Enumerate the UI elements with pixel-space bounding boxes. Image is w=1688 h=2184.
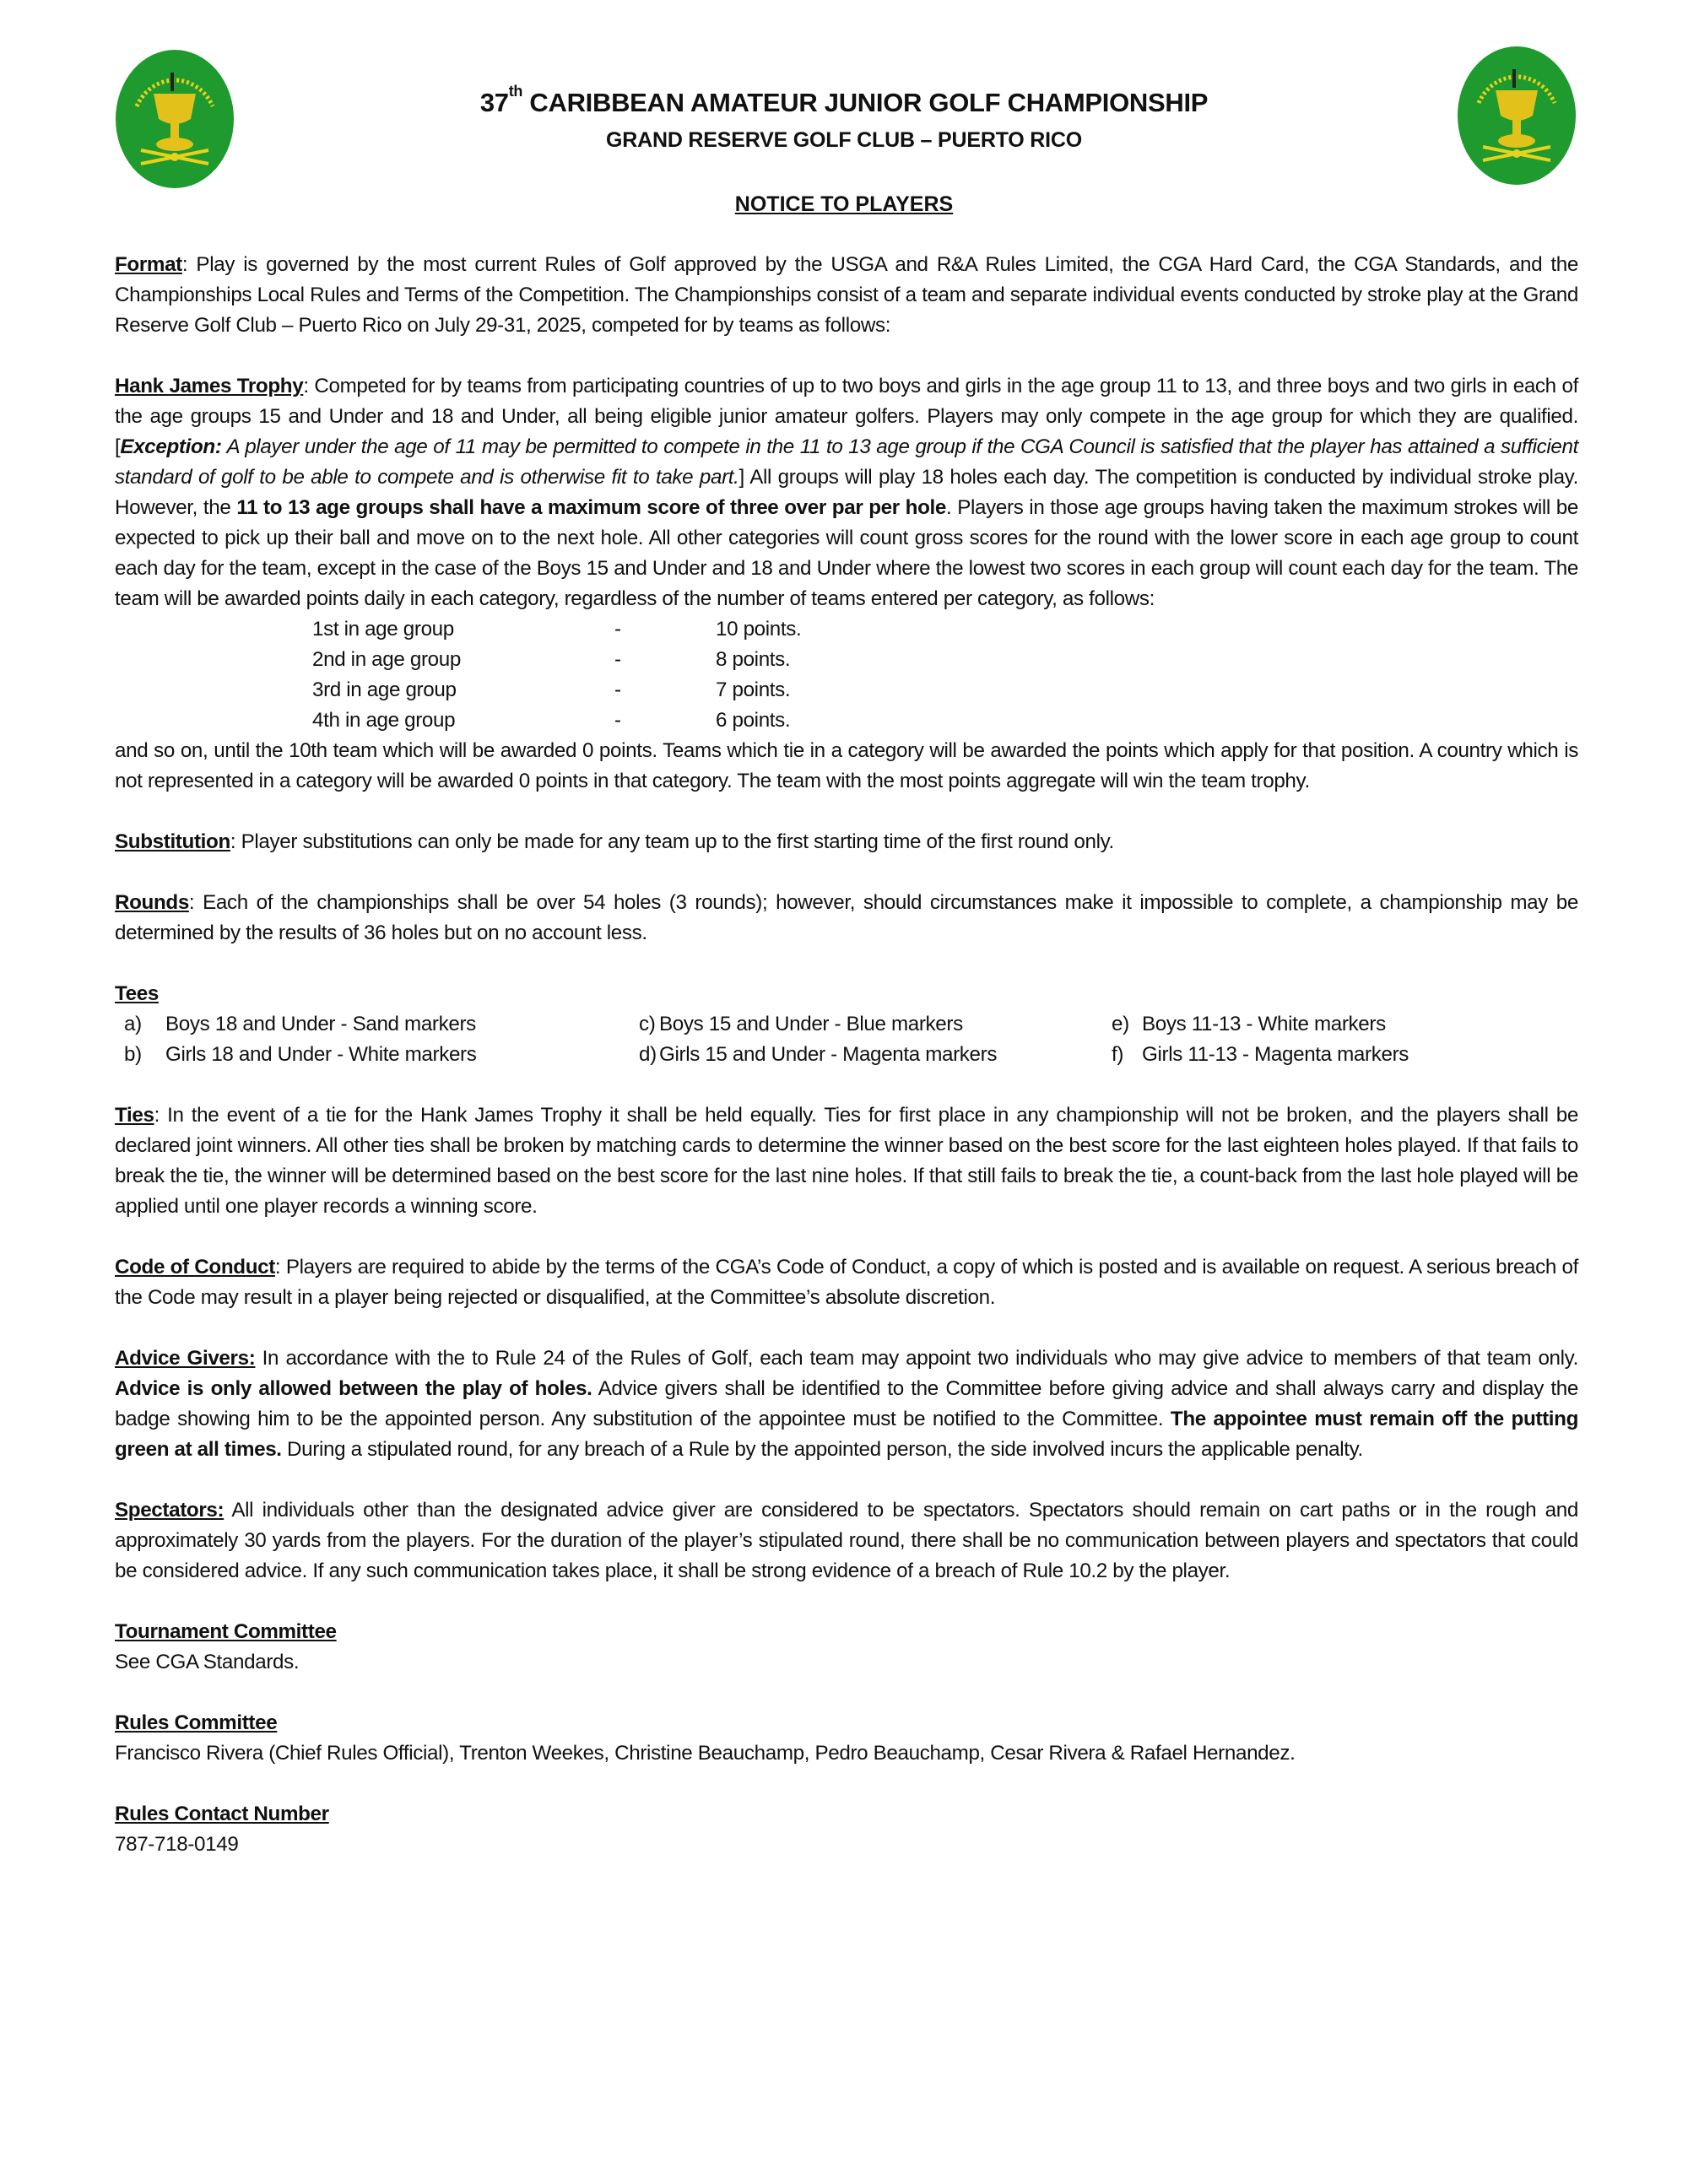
- section-text: : Players are required to abide by the terms of the CGA’s Code of Conduct, a copy of which is posted and is available on request. A serious breach of the Code may result in a player being rejected or disqualified, at the Committee’s absolute discretion.: [115, 1256, 1578, 1309]
- points-place: 2nd in age group: [312, 648, 461, 671]
- tee-item: [124, 1009, 639, 1040]
- tee-text: Boys 15 and Under - Blue markers: [659, 1013, 963, 1035]
- tees-row: [115, 1040, 1578, 1070]
- cga-logo-left: [111, 47, 238, 191]
- contact-phone-number: 787-718-0149: [115, 1833, 239, 1856]
- section-text: : Play is governed by the most current Rules of Golf approved by the USGA and R&A Rules Limited, the CGA Hard Card, the CGA Standards, and the Championships Local Rules and Terms of the Competition. The Championships consist of a team and separate individual events conducted by stroke play at the Grand Reserve Golf Club – Puerto Rico on July 29-31, 2025, competed for by teams as follows:: [115, 253, 1578, 337]
- tee-key: b): [124, 1043, 142, 1066]
- points-row: [115, 614, 1578, 645]
- section-advice-givers: [115, 1343, 1578, 1465]
- tee-item: [639, 1009, 1112, 1040]
- points-continuation: and so on, until the 10th team which will be awarded 0 points. Teams which tie in a category will be awarded the points which apply for that position. A country which is not represented in a category will be awarded 0 points in that category. The team with the most points aggregate will win the team trophy.: [115, 739, 1578, 792]
- tee-item: [1112, 1009, 1534, 1040]
- points-value: 8 points.: [716, 648, 791, 671]
- putting-green-rule-bold: The appointee must remain off the putting green at all times.: [115, 1408, 1578, 1461]
- points-row: [115, 645, 1578, 675]
- tee-text: Girls 15 and Under - Magenta markers: [659, 1043, 998, 1066]
- tee-key: a): [124, 1013, 142, 1035]
- section-label: Substitution: [115, 830, 230, 853]
- document-body: [115, 250, 1578, 1890]
- section-text: : In the event of a tie for the Hank James Trophy it shall be held equally. Ties for first place in any championship will not be broken, and the players shall be declared joint winners. All other ties shall be broken by matching cards to determine the winner based on the best score for the last eighteen holes played. If that fails to break the tie, the winner will be determined based on the best score for the last nine holes. If that still fails to break the tie, a count-back from the last hole played will be applied until one player records a winning score.: [115, 1104, 1578, 1218]
- section-label: Rules Contact Number: [115, 1803, 329, 1825]
- section-code-of-conduct: [115, 1252, 1578, 1313]
- section-spectators: [115, 1495, 1578, 1587]
- section-label: Tees: [115, 982, 159, 1005]
- tee-item: [1112, 1040, 1534, 1070]
- points-row: [115, 675, 1578, 705]
- section-rules-contact-number: [115, 1799, 1578, 1860]
- points-place: 4th in age group: [312, 709, 456, 732]
- points-table: [115, 614, 1578, 736]
- section-text: : Competed for by teams from participating countries of up to two boys and girls in the age group 11 to 13, and three boys and two girls in each of the age groups 15 and Under and 18 and Under, all being eligible junior amateur golfers. Players may only compete in the age group for which they are qualified. [: [115, 375, 1578, 458]
- section-label: Rules Committee: [115, 1711, 278, 1734]
- section-text: ] All groups will play 18 holes each day. The competition is conducted by individual stroke play. However, the: [115, 466, 1578, 519]
- section-rules-committee: [115, 1708, 1578, 1769]
- cga-logo-icon: [111, 47, 238, 191]
- tee-item: [124, 1040, 639, 1070]
- section-text: : Each of the championships shall be over 54 holes (3 rounds); however, should circumstances make it impossible to complete, a championship may be determined by the results of 36 holes but on no account less.: [115, 891, 1578, 944]
- page-title: [0, 83, 1688, 118]
- points-dash: -: [614, 678, 621, 701]
- tees-row: [115, 1009, 1578, 1040]
- section-tees: [115, 979, 1578, 1070]
- tee-text: Boys 11-13 - White markers: [1142, 1013, 1386, 1035]
- section-format: [115, 250, 1578, 341]
- points-value: 6 points.: [716, 709, 791, 732]
- section-substitution: [115, 827, 1578, 857]
- tee-key: d): [639, 1043, 657, 1066]
- section-label: Ties: [115, 1104, 154, 1127]
- tee-key: f): [1112, 1043, 1124, 1066]
- exception-text: A player under the age of 11 may be permitted to compete in the 11 to 13 age group if the CGA Council is satisfied that the player has attained a sufficient standard of golf to be able to compete and is otherwise fit to take part.: [115, 435, 1578, 489]
- tee-text: Boys 18 and Under - Sand markers: [165, 1013, 476, 1035]
- section-text: Advice givers shall be identified to the Committee before giving advice and shall always carry and display the badge showing him to be the appointed person. Any substitution of the appointee must be notified to the Committee.: [115, 1377, 1578, 1430]
- points-value: 7 points.: [716, 678, 791, 701]
- section-text: In accordance with the to Rule 24 of the Rules of Golf, each team may appoint two individuals who may give advice to members of that team only.: [255, 1347, 1578, 1370]
- section-text: During a stipulated round, for any breach of a Rule by the appointed person, the side involved incurs the applicable penalty.: [281, 1438, 1363, 1461]
- section-hank-james-trophy: [115, 371, 1578, 614]
- tee-text: Girls 18 and Under - White markers: [165, 1043, 477, 1066]
- tee-key: c): [639, 1013, 656, 1035]
- max-score-rule: 11 to 13 age groups shall have a maximum score of three over par per hole: [236, 496, 947, 519]
- section-label: Hank James Trophy: [115, 375, 304, 397]
- section-ties: [115, 1100, 1578, 1222]
- section-text: : Player substitutions can only be made for any team up to the first starting time of the first round only.: [230, 830, 1114, 853]
- points-place: 1st in age group: [312, 618, 454, 641]
- tee-text: Girls 11-13 - Magenta markers: [1142, 1043, 1409, 1066]
- points-dash: -: [614, 648, 621, 671]
- section-label: Tournament Committee: [115, 1620, 337, 1643]
- title-number: 37: [479, 88, 509, 117]
- points-place: 3rd in age group: [312, 678, 457, 701]
- points-value: 10 points.: [716, 618, 802, 641]
- page-subtitle: GRAND RESERVE GOLF CLUB – PUERTO RICO: [606, 128, 1082, 152]
- title-text: CARIBBEAN AMATEUR JUNIOR GOLF CHAMPIONSHIP: [522, 88, 1209, 117]
- section-label: Format: [115, 253, 182, 276]
- tee-item: [639, 1040, 1112, 1070]
- section-text: . Players in those age groups having taken the maximum strokes will be expected to pick up their ball and move on to the next hole. All other categories will count gross scores for the round with the lower score in each age group to count each day for the team, except in the case of the Boys 15 and Under and 18 and Under where the lowest two scores in each group will count each day for the team. The team will be awarded points daily in each category, regardless of the number of teams entered per category, as follows:: [115, 496, 1578, 610]
- section-text: All individuals other than the designated advice giver are considered to be spectators. Spectators should remain on cart paths or in the rough and approximately 30 yards from the players. For the duration of the player’s stipulated round, there shall be no communication between players and spectators that could be considered advice. If any such communication takes place, it shall be strong evidence of a breach of Rule 10.2 by the player.: [115, 1499, 1578, 1582]
- section-label: Spectators:: [115, 1499, 225, 1522]
- points-row: [115, 705, 1578, 736]
- advice-rule-bold: Advice is only allowed between the play of holes.: [115, 1377, 592, 1400]
- tee-key: e): [1112, 1013, 1129, 1035]
- title-ordinal-suffix: th: [508, 83, 523, 100]
- section-label: Advice Givers:: [115, 1347, 256, 1370]
- section-label: Code of Conduct: [115, 1256, 275, 1279]
- section-tournament-committee: [115, 1617, 1578, 1678]
- section-text: Francisco Rivera (Chief Rules Official), Trenton Weekes, Christine Beauchamp, Pedro Beauchamp, Cesar Rivera & Rafael Hernandez.: [115, 1742, 1296, 1765]
- exception-label: Exception:: [120, 435, 222, 458]
- section-text: See CGA Standards.: [115, 1651, 300, 1673]
- points-dash: -: [614, 709, 621, 732]
- notice-heading: NOTICE TO PLAYERS: [734, 192, 954, 216]
- points-dash: -: [614, 618, 621, 641]
- section-rounds: [115, 888, 1578, 949]
- section-label: Rounds: [115, 891, 189, 914]
